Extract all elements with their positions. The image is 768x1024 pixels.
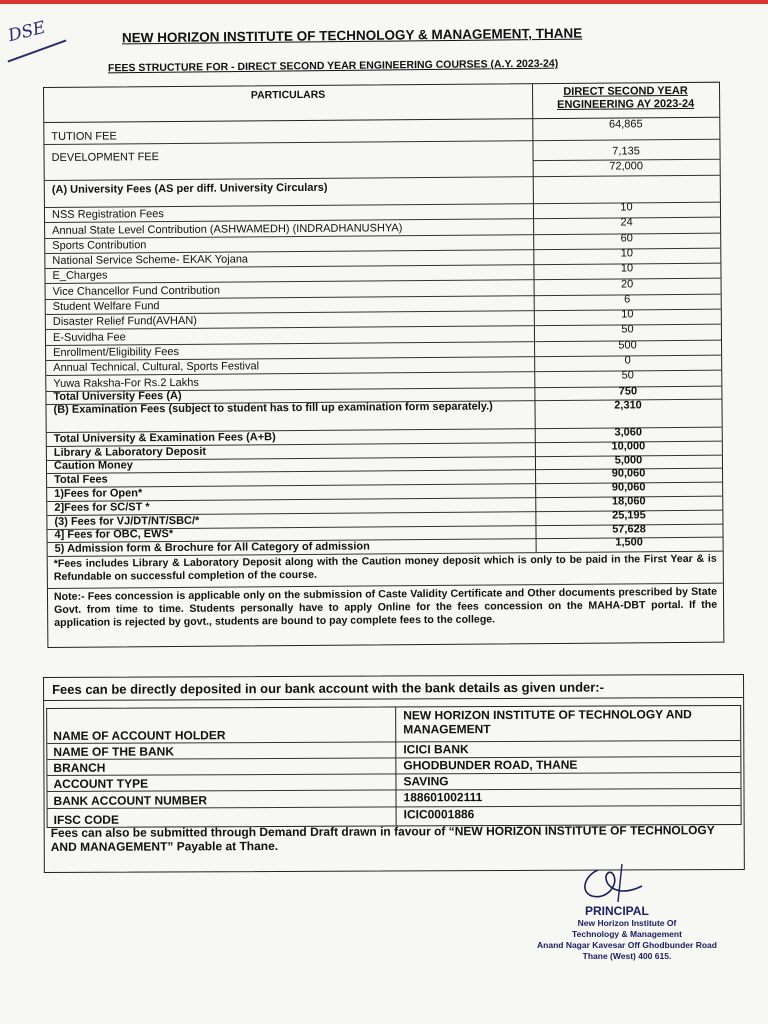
fee-label: Total Fees [54,473,108,487]
bank-field-label: NAME OF THE BANK [53,744,175,759]
university-fees-heading: (A) University Fees (AS per diff. University Circulars) [51,181,328,196]
fee-value: 57,628 [612,522,646,536]
bank-field-label: BANK ACCOUNT NUMBER [53,793,208,808]
fee-label: E_Charges [52,269,108,283]
exam-fees-label: (B) Examination Fees (subject to student has to fill up examination form separately.) [53,400,493,416]
principal-signature [578,862,648,904]
bank-details-table [46,705,742,828]
bank-row [47,706,740,744]
stamp-line-2: Technology & Management [572,929,682,939]
development-fee-value: 7,135 [612,145,640,158]
fee-label: Sports Contribution [52,239,147,252]
institute-stamp [512,918,742,962]
particulars-header: PARTICULARS [250,88,326,102]
fee-label: 2]Fees for SC/ST * [54,500,150,514]
fee-value: 10,000 [611,440,646,453]
amount-header-line1: DIRECT SECOND YEAR [563,84,688,98]
fee-label: Annual State Level Contribution (ASHWAMEDH) (INDRADHANUSHYA) [52,221,403,237]
fee-label: E-Suvidha Fee [52,331,126,344]
fee-value: 90,060 [611,481,646,494]
tuition-fee-value: 64,865 [608,118,643,131]
total-university-label: Total University Fees (A) [53,389,182,403]
fee-value: 20 [620,277,634,290]
fee-value: 0 [624,354,631,367]
fee-label: 5) Admission form & Brochure for All Category of admission [54,540,370,556]
concession-note: Note:- Fees concession is applicable only on the submission of Caste Validity Certificate and Other documents prescribed by State Govt. from time to time. Students personally have to apply Online for the fees concession on the MAHA-DBT portal. If the application is rejected by govt., students are bound to pay complete fees to the college. [53,585,718,629]
exam-fees-value: 2,310 [614,399,642,412]
bank-details-box [43,674,745,873]
bank-field-value: ICICI BANK [403,742,469,757]
amount-header-line2: ENGINEERING AY 2023-24 [557,97,695,111]
fee-value: 10 [621,308,634,321]
bank-details-heading-row [44,675,743,701]
bank-field-label: BRANCH [53,760,106,775]
fee-value: 90,060 [611,467,646,480]
bank-field-label: ACCOUNT TYPE [53,776,149,791]
fee-label: 1)Fees for Open* [54,487,143,500]
fee-label: National Service Scheme- EKAK Yojana [52,253,249,268]
fee-value: 500 [618,339,637,352]
fee-label: Annual Technical, Cultural, Sports Festival [53,360,260,375]
fee-value: 1,500 [615,536,643,549]
fee-label: Student Welfare Fund [52,300,160,314]
fee-value: 5,000 [614,453,643,467]
total-university-value: 750 [618,385,638,398]
tuition-development-total: 72,000 [533,159,720,173]
page-top-edge [0,0,768,4]
fee-label: NSS Registration Fees [51,208,164,222]
fee-label: Vice Chancellor Fund Contribution [52,284,220,298]
stamp-line-3: Anand Nagar Kavesar Off Ghodbunder Road [537,940,717,950]
fee-label: Enrollment/Eligibility Fees [53,345,180,359]
bank-field-value: SAVING [403,774,449,789]
bank-field-value: GHODBUNDER ROAD, THANE [403,757,578,773]
institute-title: NEW HORIZON INSTITUTE OF TECHNOLOGY & MANAGEMENT, THANE [121,25,583,46]
fee-value: 10 [620,262,634,275]
fee-label: Disaster Relief Fund(AVHAN) [52,315,197,329]
bank-field-value: 188601002111 [403,790,483,805]
principal-title: PRINCIPAL [585,904,649,918]
fee-label: Total University & Examination Fees (A+B) [53,430,276,445]
bank-field-value: ICIC0001886 [403,807,475,822]
stamp-line-4: Thane (West) 400 615. [582,951,672,961]
fee-structure-table [43,82,724,648]
fee-value: 25,195 [612,509,646,522]
fee-value: 50 [621,323,634,336]
bank-details-list [47,706,740,827]
deposit-note: *Fees includes Library & Laboratory Deposit along with the Caution money deposit which is only to be paid in the First Year & is Refundable on successful completion of the course. [48,553,723,589]
fee-value: 10 [620,247,633,260]
bank-field-label: IFSC CODE [53,812,119,827]
fee-label: Library & Laboratory Deposit [53,445,207,459]
stamp-line-1: New Horizon Institute Of [577,918,677,928]
fee-value: 24 [620,216,633,229]
fee-value: 18,060 [611,495,646,508]
fee-value: 50 [621,369,634,382]
demand-draft-note: Fees can also be submitted through Demand Draft drawn in favour of “NEW HORIZON INSTITUTE OF TECHNOLOGY AND MANAGEMENT” Payable at Thane. [50,823,715,854]
fee-label: Yuwa Raksha-For Rs.2 Lakhs [53,376,199,390]
fee-label: 4] Fees for OBC, EWS* [54,528,174,542]
development-fee-label: DEVELOPMENT FEE [51,151,159,164]
fee-label: (3) Fees for VJ/DT/NT/SBC/* [54,514,200,528]
bank-field-value: NEW HORIZON INSTITUTE OF TECHNOLOGY AND MANAGEMENT [403,707,692,737]
amount-header [532,85,719,112]
bank-details-heading: Fees can be directly deposited in our bank account with the bank details as given under:- [52,679,604,697]
tuition-fee-label: TUTION FEE [51,130,117,143]
fee-value: 60 [620,231,633,245]
fee-value: 10 [620,201,633,214]
fee-value: 3,060 [614,426,643,439]
document-subtitle: FEES STRUCTURE FOR - DIRECT SECOND YEAR ENGINEERING COURSES (A.Y. 2023-24) [107,57,559,75]
bank-field-label: NAME OF ACCOUNT HOLDER [53,728,226,743]
handwritten-note: DSE [6,17,48,47]
fee-value: 6 [624,293,631,306]
fee-label: Caution Money [53,459,133,473]
